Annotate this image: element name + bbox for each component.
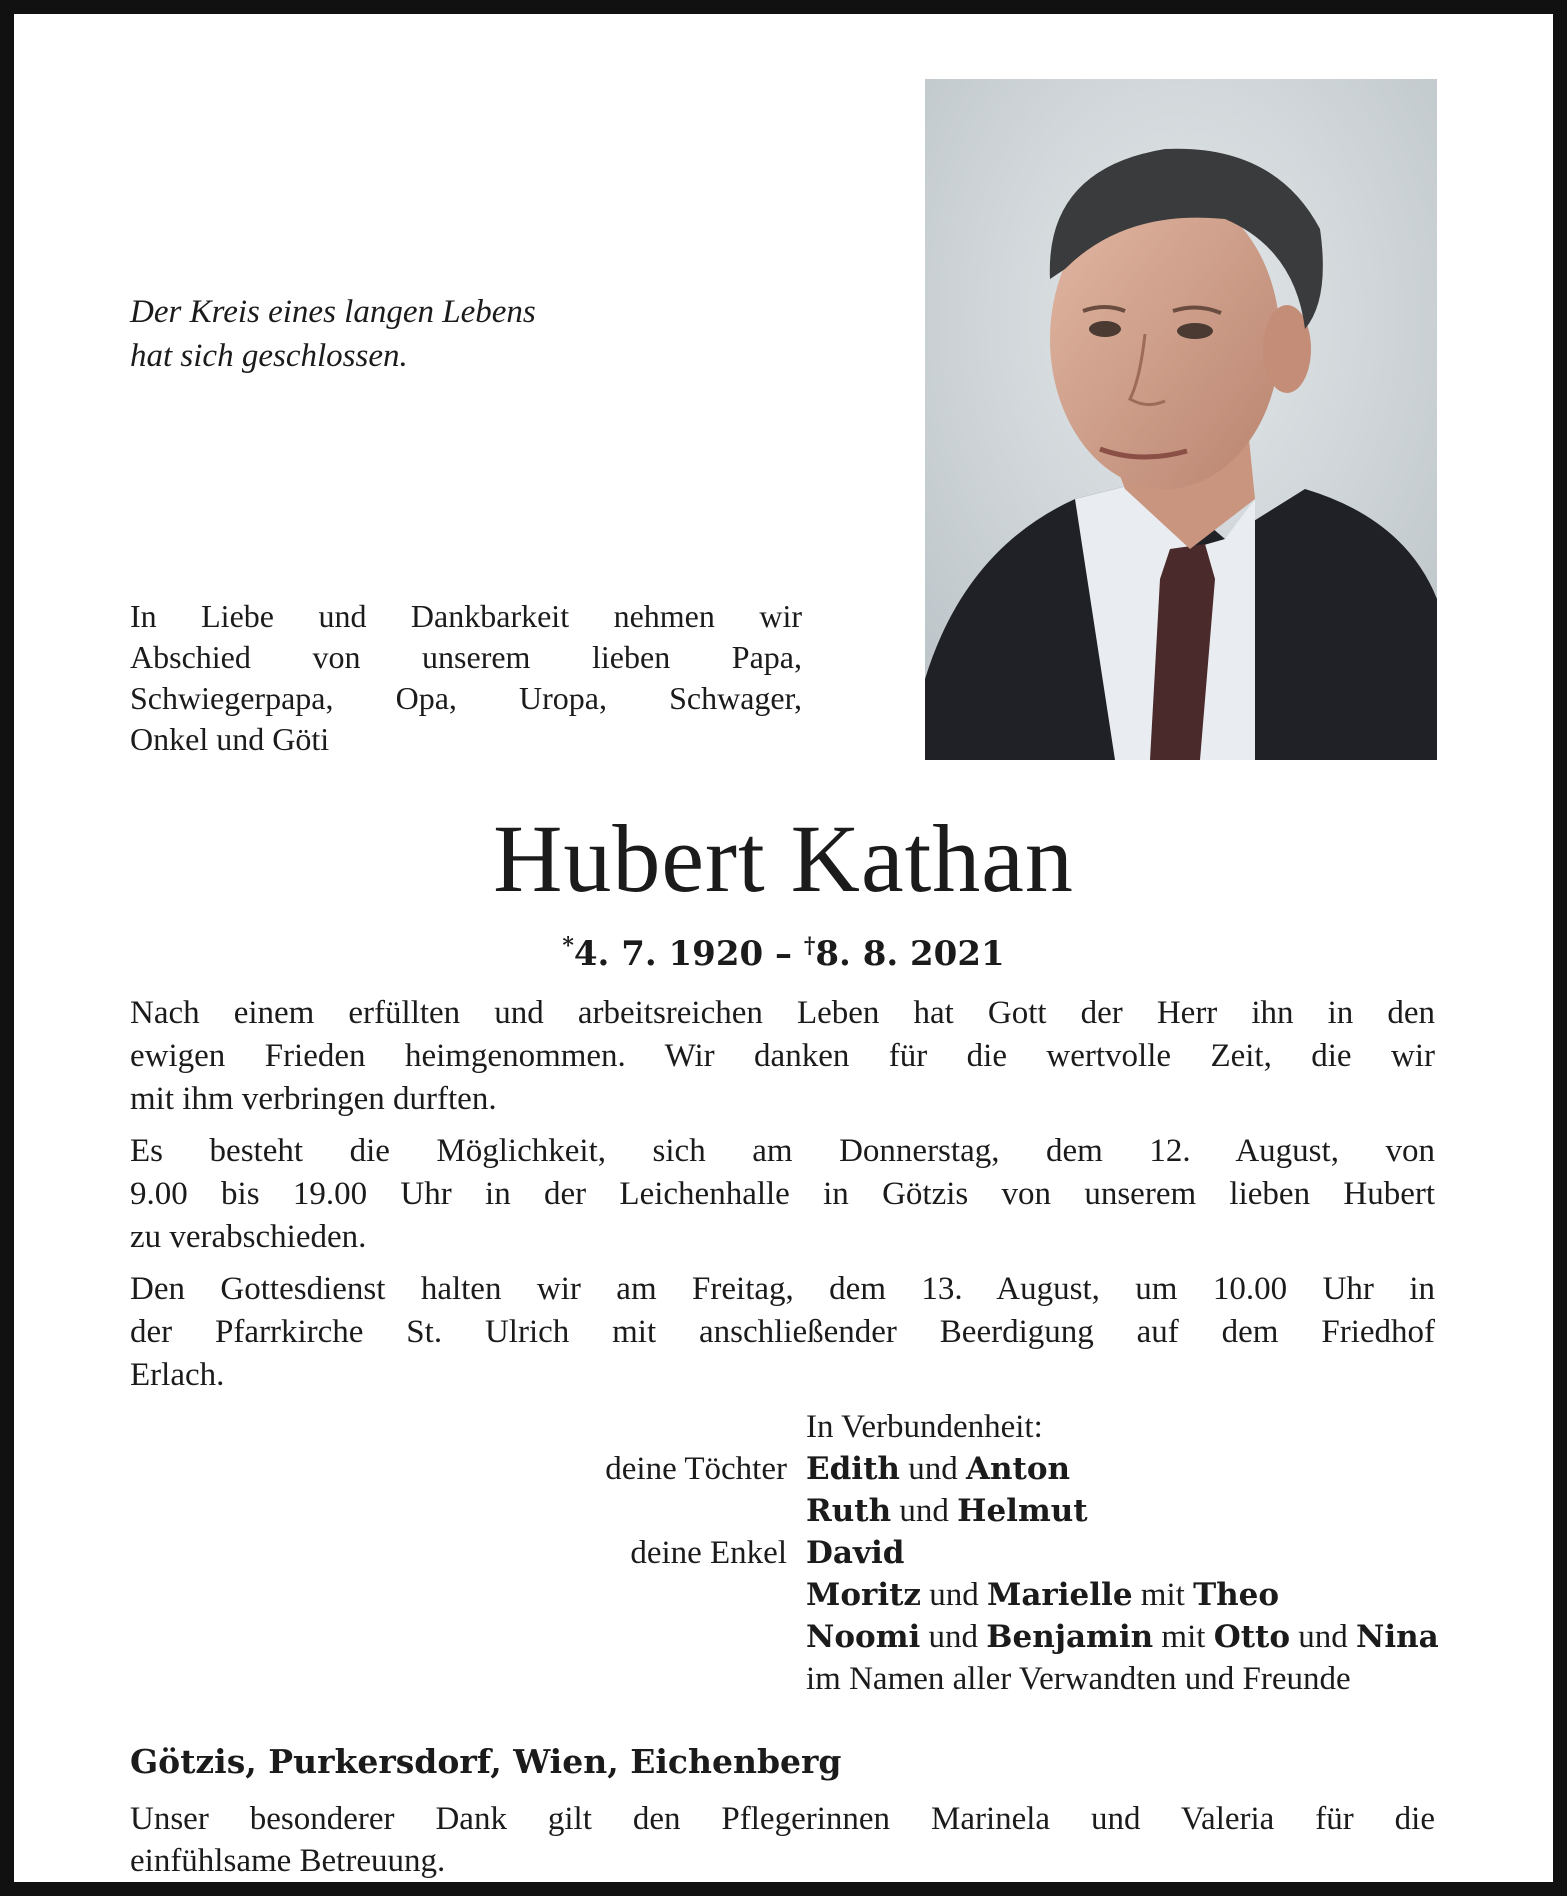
- life-dates: [14, 924, 1553, 976]
- relative-name: Benjamin: [986, 1619, 1154, 1655]
- paragraph-line: Den Gottesdienst halten wir am Freitag, dem 13. August, um 10.00 Uhr in: [130, 1271, 1435, 1307]
- paragraph-line: ewigen Frieden heimgenommen. Wir danken für die wertvolle Zeit, die wir: [130, 1038, 1435, 1074]
- thanks-line-2: einfühlsame Betreuung.: [130, 1843, 446, 1879]
- relative-name: Theo: [1193, 1577, 1280, 1613]
- date-separator: –: [763, 934, 804, 974]
- grandchildren-line-1: [806, 1532, 904, 1574]
- paragraph-line: Nach einem erfüllten und arbeitsreichen Leben hat Gott der Herr ihn in den: [130, 995, 1435, 1031]
- preposition: mit: [1140, 1577, 1185, 1613]
- death-date: 8. 8. 2021: [815, 934, 1005, 974]
- portrait-photo: [925, 79, 1437, 760]
- relative-name: Anton: [965, 1451, 1071, 1487]
- conjunction: und: [1298, 1619, 1348, 1655]
- signature-heading: In Verbundenheit:: [806, 1409, 1043, 1445]
- intro-line-1: In Liebe und Dankbarkeit nehmen wir: [130, 598, 802, 634]
- paragraph-line: der Pfarrkirche St. Ulrich mit anschließender Beerdigung auf dem Friedhof: [130, 1314, 1435, 1350]
- birth-symbol: *: [562, 933, 574, 959]
- signature-closing: im Namen aller Verwandten und Freunde: [806, 1661, 1351, 1697]
- conjunction: und: [908, 1451, 958, 1487]
- paragraph-line: 9.00 bis 19.00 Uhr in der Leichenhalle in Götzis von unserem lieben Hubert: [130, 1176, 1435, 1212]
- relative-name: Otto: [1213, 1619, 1291, 1655]
- paragraph-service: [130, 1268, 1435, 1397]
- intro-line-4: Onkel und Göti: [130, 721, 330, 757]
- relative-name: Marielle: [987, 1577, 1133, 1613]
- relative-name: Edith: [806, 1451, 900, 1487]
- paragraph-viewing: [130, 1130, 1435, 1259]
- motto-line-2: hat sich geschlossen.: [130, 338, 408, 374]
- relative-name: Moritz: [806, 1577, 922, 1613]
- motto-line-1: Der Kreis eines langen Lebens: [130, 294, 536, 330]
- relative-name: Noomi: [806, 1619, 921, 1655]
- conjunction: und: [899, 1493, 949, 1529]
- relative-name: Helmut: [957, 1493, 1088, 1529]
- relative-name: Nina: [1356, 1619, 1439, 1655]
- deceased-name: Hubert Kathan: [493, 805, 1074, 912]
- paragraph-line: mit ihm verbringen durften.: [130, 1081, 497, 1117]
- conjunction: und: [928, 1619, 979, 1655]
- thanks-text: [130, 1798, 1435, 1882]
- daughters-line-2: [806, 1490, 1088, 1532]
- paragraph-line: Erlach.: [130, 1357, 225, 1393]
- intro-text: [130, 596, 802, 760]
- daughters-label: deine Töchter: [605, 1451, 787, 1487]
- preposition: mit: [1161, 1619, 1206, 1655]
- thanks-line-1: Unser besonderer Dank gilt den Pflegerinnen Marinela und Valeria für die: [130, 1801, 1435, 1837]
- birth-date: 4. 7. 1920: [573, 934, 764, 974]
- portrait-illustration: [925, 79, 1437, 760]
- motto: [130, 290, 650, 378]
- paragraph-life: [130, 992, 1435, 1121]
- death-symbol: †: [803, 933, 816, 959]
- relative-name: Ruth: [806, 1493, 892, 1529]
- intro-line-3: Schwiegerpapa, Opa, Uropa, Schwager,: [130, 680, 802, 716]
- daughters-line-1: [806, 1448, 1070, 1490]
- signature-block: [130, 1406, 1439, 1700]
- grandchildren-label: deine Enkel: [630, 1535, 787, 1571]
- grandchildren-line-2: [806, 1574, 1279, 1616]
- conjunction: und: [929, 1577, 979, 1613]
- paragraph-line: Es besteht die Möglichkeit, sich am Donnerstag, dem 12. August, von: [130, 1133, 1435, 1169]
- places-line: Götzis, Purkersdorf, Wien, Eichenberg: [130, 1742, 842, 1781]
- grandchildren-line-3: [806, 1616, 1439, 1658]
- intro-line-2: Abschied von unserem lieben Papa,: [130, 639, 802, 675]
- paragraph-line: zu verabschieden.: [130, 1219, 367, 1255]
- relative-name: David: [806, 1535, 905, 1571]
